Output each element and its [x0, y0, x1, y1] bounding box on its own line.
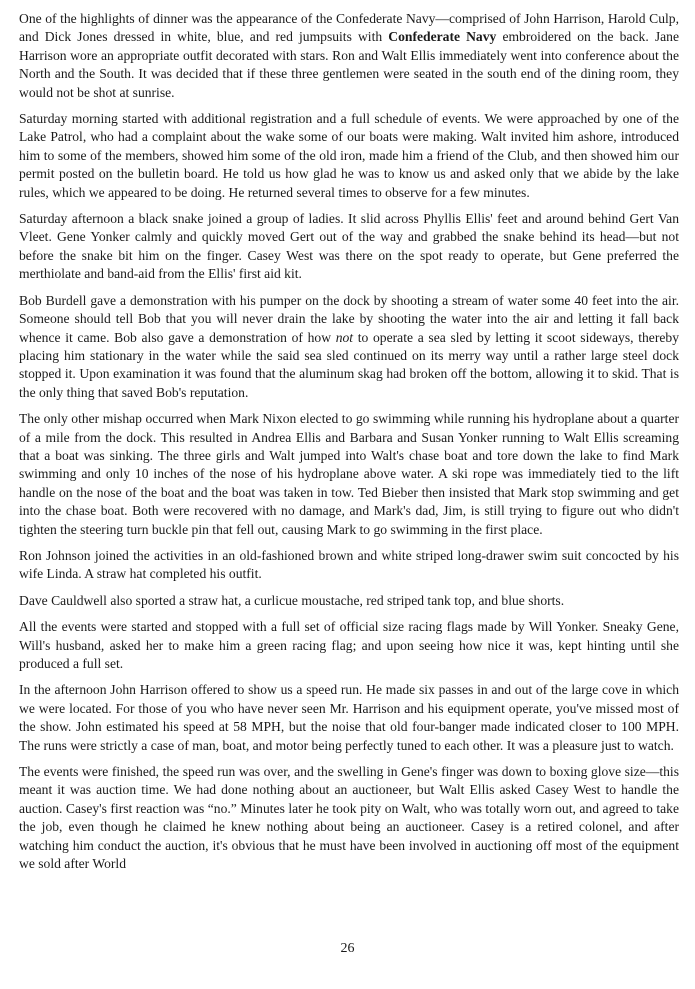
paragraph-text: One of the highlights of dinner was the appearance of the Confederate Navy—comprised of John Harrison, Harold Culp, and Dick Jones dressed in white, blue, and red jumpsuits with	[19, 11, 679, 45]
paragraph-hydroplane-mishap	[19, 410, 679, 539]
paragraph-racing-flags	[19, 618, 679, 673]
paragraph-text: The only other mishap occurred when Mark Nixon elected to go swimming while running his hydroplane about a quarter of a mile from the dock. This resulted in Andrea Ellis and Barbara and Susan Yonker running to Walt Ellis screaming that a boat was sinking. The three girls and Walt jumped into Walt's chase boat and tore down the lake to find Mark swimming and only 10 inches of the nose of his hydroplane above water. A ski rope was immediately tied to the lift handle on the nose of the boat and the boat was taken in tow. Ted Bieber then insisted that Mark stop swimming and get into the chase boat. Both were recovered with no damage, and Mark's dad, Jim, is still trying to figure out who didn't tighten the steering turn buckle pin that fell out, causing Mark to go swimming in the first place.	[19, 411, 679, 537]
paragraph-lake-patrol	[19, 110, 679, 202]
italic-text: not	[335, 329, 354, 345]
paragraph-straw-hat	[19, 592, 679, 610]
paragraph-text: Bob Burdell gave a demonstration with his pumper on the dock by shooting a stream of water some 40 feet into the air. Someone should tell Bob that you will never drain the lake by shooting the water into the air and letting it fall back whence it came. Bob also gave a demonstration of how	[19, 292, 679, 345]
paragraph-text: to operate a sea sled by letting it scoot sideways, thereby placing him stationary in the water while the said sea sled continued on its merry way until a rather large steel dock stopped it. Upon examination it was found that the aluminum skag had broken off the bottom, allowing it to skid. That is the only thing that saved Bob's reputation.	[19, 329, 679, 400]
paragraph-confederate-navy	[19, 10, 679, 102]
paragraph-text: All the events were started and stopped with a full set of official size racing flags made by Will Yonker. Sneaky Gene, Will's husband, asked her to make him a green racing flag; and upon seeing how nice it was, kept hinting until she produced a full set.	[19, 619, 679, 671]
paragraph-text: In the afternoon John Harrison offered to show us a speed run. He made six passes in and out of the large cove in which we were located. For those of you who have never seen Mr. Harrison and his equipment operate, you've missed most of the show. John estimated his speed at 58 MPH, but the noise that old four-banger made indicated closer to 100 MPH. The runs were strictly a case of man, boat, and motor being perfectly tuned to each other. It was a pleasure just to watch.	[19, 682, 679, 753]
paragraph-swim-suit	[19, 547, 679, 584]
paragraph-text: embroidered on the back. Jane Harrison wore an appropriate outfit decorated with stars. Ron and Walt Ellis immediately went into conference about the North and the South. It was decided that if these three gentlemen were seated in the south end of the dining room, they would not be shot at sunrise.	[19, 29, 679, 100]
paragraph-black-snake	[19, 210, 679, 284]
bold-text: Confederate Navy	[388, 29, 497, 45]
article-body	[19, 10, 679, 881]
page-number: 26	[340, 941, 355, 956]
paragraph-text: Dave Cauldwell also sported a straw hat, a curlicue moustache, red striped tank top, and blue shorts.	[19, 592, 565, 608]
paragraph-text: The events were finished, the speed run was over, and the swelling in Gene's finger was down to boxing glove size—this meant it was auction time. We had done nothing about an auctioneer, but Walt Ellis asked Casey West to handle the auction. Casey's first reaction was “no.” Minutes later he took pity on Walt, who was totally worn out, and agreed to take the job, even though he claimed he knew nothing about being an auctioneer. Casey is a retired colonel, and after watching him conduct the auction, it's obvious that he must have been involved in auctioning off most of the equipment we sold after World	[19, 764, 679, 872]
paragraph-text: Ron Johnson joined the activities in an old-fashioned brown and white striped long-drawer swim suit concocted by his wife Linda. A straw hat completed his outfit.	[19, 547, 679, 582]
paragraph-auction	[19, 763, 679, 873]
paragraph-text: Saturday morning started with additional registration and a full schedule of events. We were approached by one of the Lake Patrol, who had a complaint about the wake some of our boats were making. Walt invited him ashore, introduced him to some of the members, showed him some of the old iron, made him a friend of the Club, and then showed him our permit posted on the bulletin board. He told us how glad he was to know us and asked only that we abide by the lake rules, which we appeared to be doing. He returned several times to observe for a few minutes.	[19, 111, 679, 200]
paragraph-text: Saturday afternoon a black snake joined a group of ladies. It slid across Phyllis Ellis' feet and around behind Gert Van Vleet. Gene Yonker calmly and quickly moved Gert out of the way and grabbed the snake behind its head—but not before the snake bit him on the finger. Casey West was there on the spot ready to operate, but Gene preferred the merthiolate and band-aid from the Ellis' first aid kit.	[19, 211, 679, 282]
paragraph-pumper-demo	[19, 292, 679, 402]
paragraph-speed-run	[19, 681, 679, 755]
